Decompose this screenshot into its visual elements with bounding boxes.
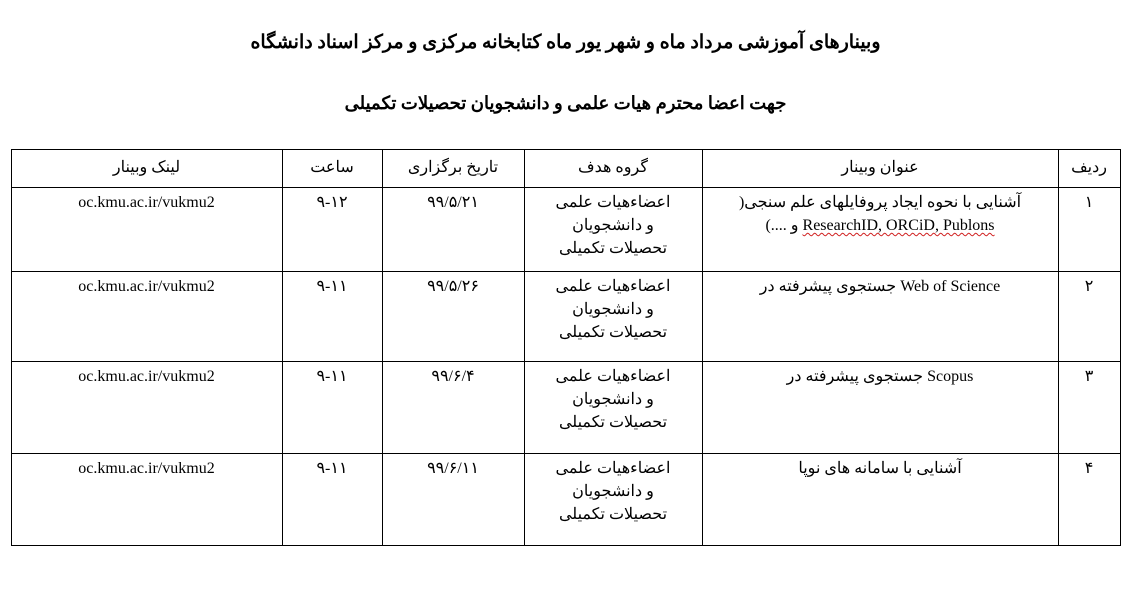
webinar-title-text: جستجوی پیشرفته در	[759, 277, 897, 295]
document-page	[0, 30, 1131, 599]
webinar-title-english: Scopus	[927, 367, 974, 385]
target-group-line-3: تحصیلات تکمیلی	[558, 240, 668, 258]
target-group	[524, 361, 702, 453]
webinar-title-line-2	[709, 214, 1052, 237]
event-date: ۹۹/۵/۲۶	[382, 271, 524, 361]
target-group	[524, 187, 702, 271]
event-date: ۹۹/۶/۴	[382, 361, 524, 453]
document-title-secondary: جهت اعضا محترم هیات علمی و دانشجویان تحصیلات تکمیلی	[344, 92, 787, 113]
webinar-title-line-1	[709, 365, 1052, 388]
event-time: ۹-۱۱	[282, 271, 382, 361]
webinar-title	[702, 453, 1058, 545]
webinar-title-english: ResearchID, ORCiD, Publons	[802, 216, 995, 234]
table-row	[11, 361, 1120, 453]
webinar-title-suffix: و ....)	[765, 216, 799, 234]
document-title-primary: وبینارهای آموزشی مرداد ماه و شهر یور ماه کتابخانه مرکزی و مرکز اسناد دانشگاه	[250, 32, 881, 53]
webinar-title-english: Web of Science	[900, 277, 1001, 295]
target-group-line-3: تحصیلات تکمیلی	[558, 324, 668, 342]
webinar-title-text: جستجوی پیشرفته در	[786, 367, 924, 385]
target-group	[524, 453, 702, 545]
column-header-radif: ردیف	[1058, 149, 1120, 187]
event-date: ۹۹/۵/۲۱	[382, 187, 524, 271]
webinar-link[interactable]: oc.kmu.ac.ir/vukmu2	[11, 453, 282, 545]
event-time: ۹-۱۱	[282, 453, 382, 545]
webinar-title	[702, 187, 1058, 271]
webinar-schedule-table	[11, 149, 1121, 546]
target-group-line-2: و دانشجویان	[572, 390, 654, 408]
webinar-title-line-1: آشنایی با نحوه ایجاد پروفایلهای علم سنجی(	[738, 193, 1022, 211]
table-row	[11, 187, 1120, 271]
target-group-line-1: اعضاءهیات علمی	[555, 277, 671, 295]
row-index: ۲	[1058, 271, 1120, 361]
column-header-group: گروه هدف	[524, 149, 702, 187]
webinar-title-line-1: آشنایی با سامانه های نوپا	[798, 459, 962, 477]
target-group-line-3: تحصیلات تکمیلی	[558, 414, 668, 432]
column-header-date: تاریخ برگزاری	[382, 149, 524, 187]
target-group-line-2: و دانشجویان	[572, 482, 654, 500]
event-date: ۹۹/۶/۱۱	[382, 453, 524, 545]
column-header-link: لینک وبینار	[11, 149, 282, 187]
webinar-title	[702, 271, 1058, 361]
row-index: ۳	[1058, 361, 1120, 453]
column-header-time: ساعت	[282, 149, 382, 187]
target-group-line-3: تحصیلات تکمیلی	[558, 506, 668, 524]
row-index: ۱	[1058, 187, 1120, 271]
target-group-line-2: و دانشجویان	[572, 300, 654, 318]
table-row	[11, 453, 1120, 545]
webinar-link[interactable]: oc.kmu.ac.ir/vukmu2	[11, 361, 282, 453]
webinar-title-line-1	[709, 275, 1052, 298]
event-time: ۹-۱۱	[282, 361, 382, 453]
target-group	[524, 271, 702, 361]
column-header-title: عنوان وبینار	[702, 149, 1058, 187]
webinar-title	[702, 361, 1058, 453]
target-group-line-1: اعضاءهیات علمی	[555, 459, 671, 477]
target-group-line-1: اعضاءهیات علمی	[555, 193, 671, 211]
table-header-row	[11, 149, 1120, 187]
webinar-link[interactable]: oc.kmu.ac.ir/vukmu2	[11, 187, 282, 271]
target-group-line-1: اعضاءهیات علمی	[555, 367, 671, 385]
webinar-link[interactable]: oc.kmu.ac.ir/vukmu2	[11, 271, 282, 361]
target-group-line-2: و دانشجویان	[572, 216, 654, 234]
row-index: ۴	[1058, 453, 1120, 545]
document-heading-block	[0, 30, 1131, 116]
event-time: ۹-۱۲	[282, 187, 382, 271]
table-row	[11, 271, 1120, 361]
